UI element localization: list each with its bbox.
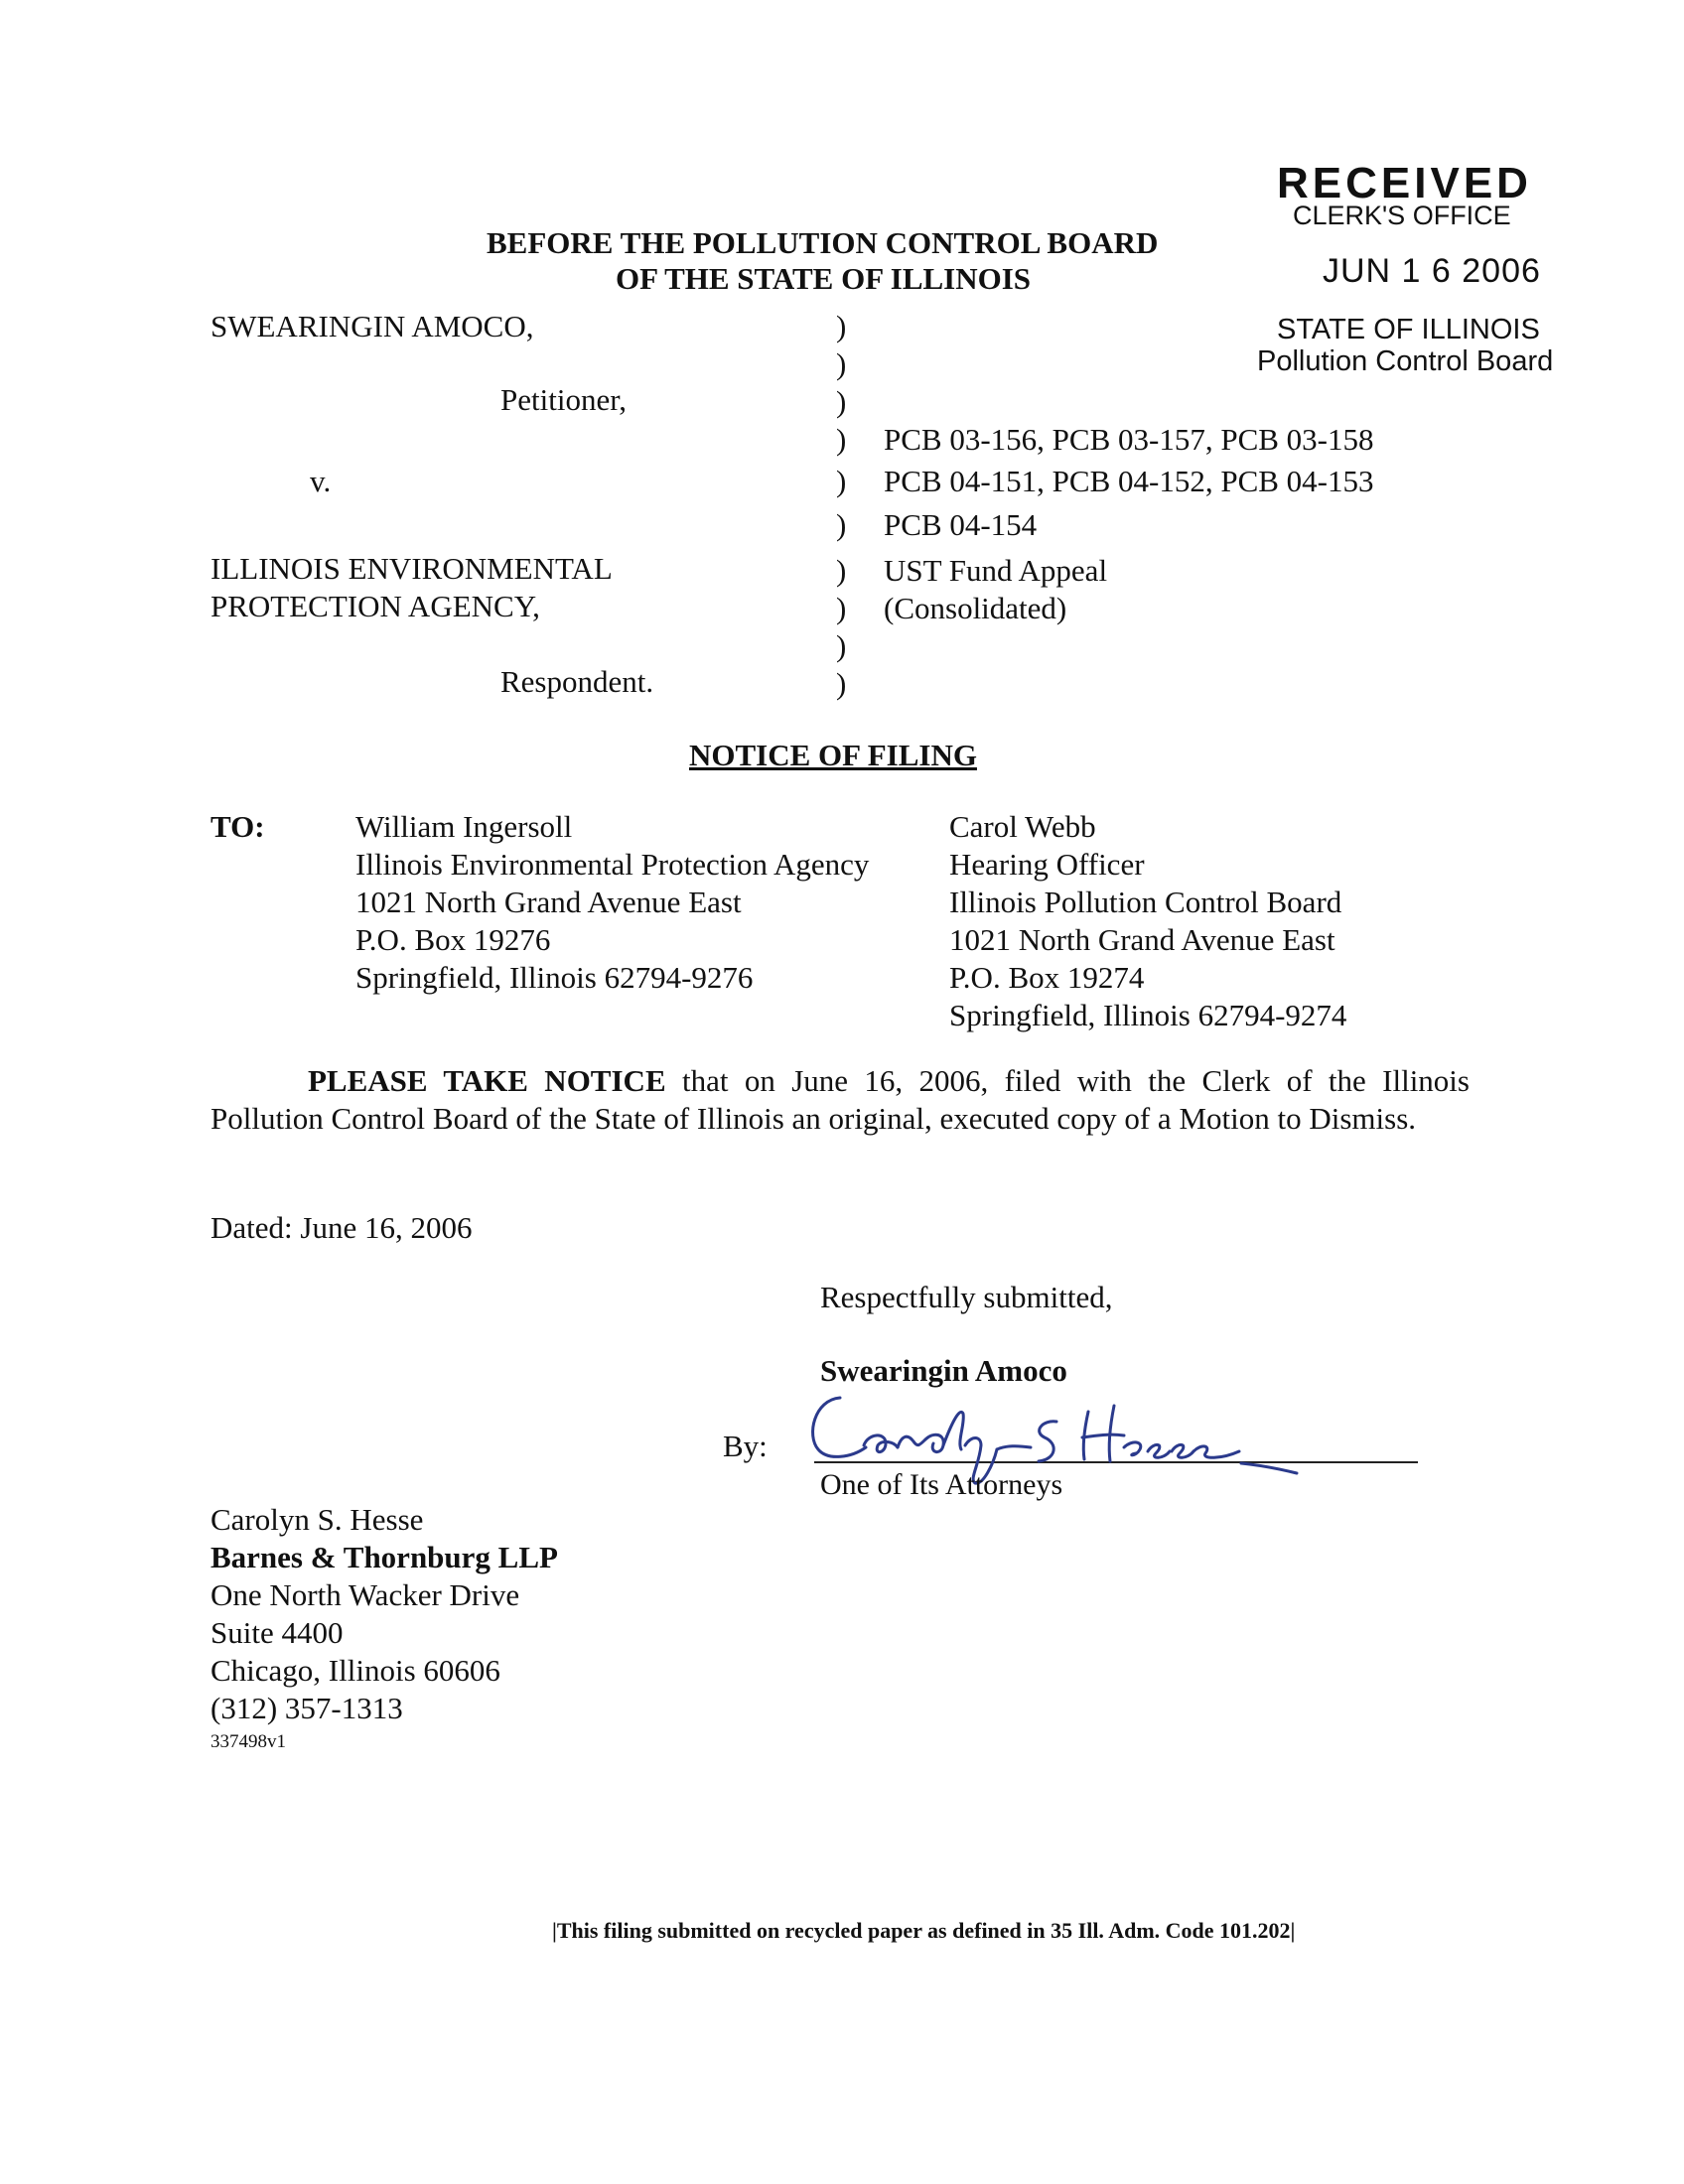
notice-text: that on June 16, 2006, filed with the Clerk of the Illinois Pollution Control Board of the State of Illinois an original, executed copy of a Motion to Dismiss. [210, 1063, 1470, 1136]
paren: ) [836, 591, 847, 625]
attorney-firm: Barnes & Thornburg LLP [210, 1540, 558, 1574]
dated: Dated: June 16, 2006 [210, 1210, 473, 1245]
paren: ) [836, 628, 847, 663]
recipient-line: 1021 North Grand Avenue East [355, 885, 742, 919]
paren: ) [836, 309, 847, 343]
to-label: TO: [210, 809, 265, 844]
attorney-phone: (312) 357-1313 [210, 1691, 403, 1725]
versus: v. [310, 464, 332, 498]
notice-title: NOTICE OF FILING [689, 738, 977, 772]
paren: ) [836, 422, 847, 457]
respondent-name-line-2: PROTECTION AGENCY, [210, 589, 540, 623]
paren: ) [836, 346, 847, 381]
recycled-paper-footer: |This filing submitted on recycled paper as defined in 35 Ill. Adm. Code 101.202| [552, 1918, 1296, 1943]
recipient-line: Illinois Pollution Control Board [949, 885, 1342, 919]
case-number-line: PCB 04-151, PCB 04-152, PCB 04-153 [884, 464, 1374, 498]
case-type: UST Fund Appeal [884, 553, 1108, 588]
recipient-line: P.O. Box 19276 [355, 922, 551, 957]
paren: ) [836, 464, 847, 498]
recipient-line: P.O. Box 19274 [949, 960, 1145, 995]
paren: ) [836, 666, 847, 701]
stamp-board: Pollution Control Board [1257, 345, 1554, 377]
recipient-line: Springfield, Illinois 62794-9274 [949, 998, 1347, 1032]
respondent-label: Respondent. [500, 664, 654, 699]
document-id: 337498v1 [210, 1731, 286, 1752]
header-line-2: OF THE STATE OF ILLINOIS [616, 261, 1032, 296]
recipient-line: Hearing Officer [949, 847, 1145, 882]
recipient-line: William Ingersoll [355, 809, 573, 844]
paren: ) [836, 553, 847, 588]
notice-lead: PLEASE TAKE NOTICE [308, 1063, 666, 1098]
stamp-date: JUN 1 6 2006 [1323, 252, 1541, 290]
attorney-address-1: One North Wacker Drive [210, 1577, 520, 1612]
petitioner-name: SWEARINGIN AMOCO, [210, 309, 534, 343]
attorney-address-2: Suite 4400 [210, 1615, 344, 1650]
attorney-city: Chicago, Illinois 60606 [210, 1653, 500, 1688]
case-number-line: PCB 04-154 [884, 507, 1038, 542]
closing: Respectfully submitted, [820, 1280, 1113, 1314]
recipient-line: Illinois Environmental Protection Agency [355, 847, 870, 882]
stamp-state: STATE OF ILLINOIS [1277, 314, 1540, 345]
petitioner-label: Petitioner, [500, 382, 628, 417]
paren: ) [836, 507, 847, 542]
header-line-1: BEFORE THE POLLUTION CONTROL BOARD [487, 225, 1159, 260]
paren: ) [836, 384, 847, 419]
recipient-line: Carol Webb [949, 809, 1096, 844]
respondent-name-line-1: ILLINOIS ENVIRONMENTAL [210, 551, 613, 586]
stamp-received: RECEIVED [1277, 159, 1532, 207]
party-name: Swearingin Amoco [820, 1353, 1067, 1388]
recipient-line: 1021 North Grand Avenue East [949, 922, 1335, 957]
recipient-line: Springfield, Illinois 62794-9276 [355, 960, 754, 995]
case-number-line: PCB 03-156, PCB 03-157, PCB 03-158 [884, 422, 1374, 457]
stamp-clerks-office: CLERK'S OFFICE [1293, 201, 1511, 230]
by-label: By: [723, 1429, 768, 1463]
signer-role: One of Its Attorneys [820, 1468, 1063, 1501]
attorney-name: Carolyn S. Hesse [210, 1502, 424, 1537]
case-consolidated: (Consolidated) [884, 591, 1067, 625]
notice-body [210, 1062, 1470, 1138]
